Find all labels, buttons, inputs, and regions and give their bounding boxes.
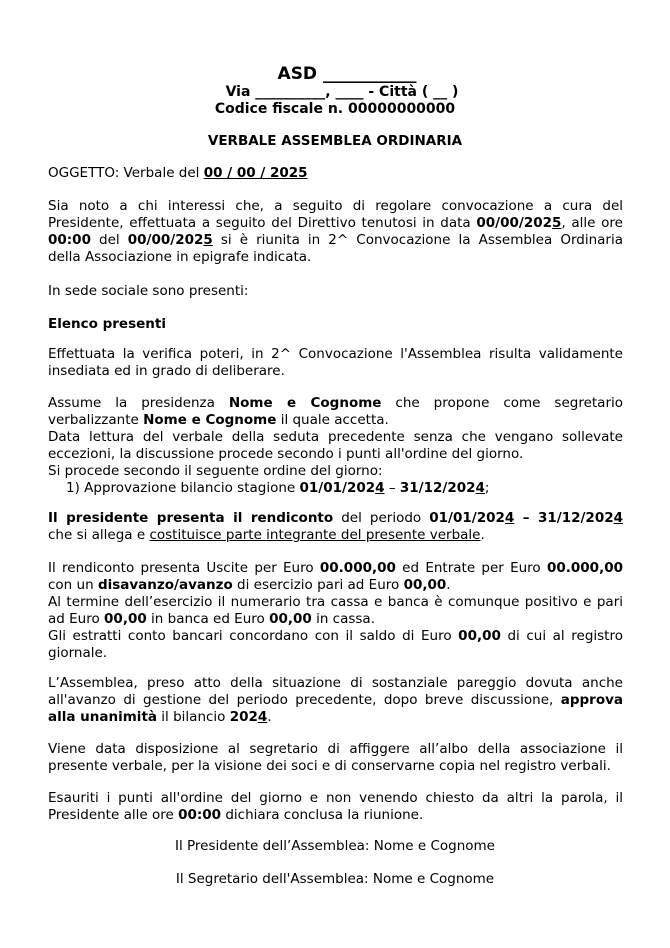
year-value: 202 [229,709,258,725]
time-value: 00:00 [48,232,91,248]
text-span: . [267,709,272,725]
text-span: con un [48,577,98,593]
text-line: Effettuata la verifica poteri, in 2^ Convocazione l'Assemblea risulta validamente [48,346,623,362]
text-line: Viene data disposizione al segretario di affiggere all’albo della associazione il [48,741,623,757]
text-span: Presidente alle ore [48,807,179,823]
text-span: – [384,480,400,496]
text-span: . [480,527,485,543]
amount-value: 00,00 [403,577,447,593]
text-span: di cui al registro [500,628,623,644]
text-span: dichiara conclusa la riunione. [221,807,424,823]
text-span: alla unanimità [48,709,158,725]
date-value: 5 [552,215,562,231]
text-line [48,412,623,429]
text-line: presente verbale, per la visione dei soci e di conservarne copia nel registro verbali. [48,758,611,774]
subject-date: 00 / 00 / 2025 [203,165,308,181]
text-line: eccezioni, la discussione procede secondo i punti all'ordine del giorno. [48,446,524,462]
paragraph-report [48,510,623,544]
text-span: del [90,232,128,248]
time-value: 00:00 [178,807,222,823]
amount-value: 00,00 [458,628,501,644]
text-span: Il presidente presenta il rendiconto [48,510,334,526]
text-span: . [446,577,451,593]
president-name: Nome e Cognome [228,395,382,411]
text-line [48,628,623,645]
text-span: ad Euro [48,611,105,627]
text-line: insediata ed in grado di deliberare. [48,363,285,379]
amount-value: 00,00 [269,611,312,627]
date-value: 5 [203,232,213,248]
amount-value: 00.000,00 [319,560,396,576]
date-value: 01/01/202 [429,510,505,526]
association-address: Via __________, ____ - Città ( __ ) [225,84,459,100]
text-line: Data lettura del verbale della seduta precedente senza che vengano sollevate [48,429,623,445]
text-line [48,807,623,824]
text-span: verbalizzante [48,412,144,428]
year-value: 4 [257,709,268,725]
text-span: si è riunita in 2^ Convocazione la Assemblea Ordinaria [212,232,623,248]
paragraph-approval [48,675,623,726]
paragraph-financials [48,560,623,662]
text-line: Si procede secondo il seguente ordine del giorno: [48,463,383,479]
text-span: che propone come segretario [381,395,623,411]
text-line [48,577,623,594]
secretary-name: Nome e Cognome [143,412,277,428]
text-span: Il rendiconto presenta Uscite per Euro [48,560,320,576]
text-line: Esauriti i punti all'ordine del giorno e non venendo chiesto da altri la parola, il [48,790,623,806]
text-line: giornale. [48,645,108,661]
date-value: 00/00/202 [476,215,553,231]
text-span: in banca ed Euro [146,611,270,627]
subject-label: OGGETTO: Verbale del [48,165,204,181]
paragraph-posting [48,741,623,775]
text-span: il bilancio [157,709,230,725]
text-span: all'avanzo di gestione del periodo precedente, dopo breve discussione, [48,692,561,708]
text-span: Presidente, effettuata a seguito del Direttivo tenutosi in data [48,215,477,231]
text-line [48,395,623,412]
document-title: VERBALE ASSEMBLEA ORDINARIA [207,133,463,149]
text-span: Assume la presidenza [48,395,229,411]
text-span: ed Entrate per Euro [395,560,547,576]
subject-line [48,165,623,182]
text-line: L’Assemblea, preso atto della situazione di sostanziale pareggio dovuta anche [48,675,623,691]
paragraph-presidency [48,395,623,497]
amount-value: 00.000,00 [546,560,623,576]
text-line [48,510,623,527]
text-span: che si allega e [48,527,150,543]
fiscal-code: Codice fiscale n. 00000000000 [214,101,456,117]
text-span: costituisce parte integrante del presente verbale [149,527,481,543]
agenda-item-number: 1) [66,480,80,496]
association-name: ASD ___________ [277,64,417,84]
text-span: il quale accetta. [276,412,389,428]
date-value: – 31/12/202 [514,510,614,526]
date-value: 31/12/202 [399,480,476,496]
amount-value: 00,00 [104,611,147,627]
text-span: di esercizio pari ad Euro [232,577,404,593]
text-line: della Associazione in epigrafe indicata. [48,249,312,265]
text-line [48,215,623,232]
text-span: Gli estratti conto bancari concordano con il saldo di Euro [48,628,459,644]
text-line [48,611,623,628]
date-value: 00/00/202 [127,232,204,248]
agenda-item [48,480,623,497]
text-line: Sia noto a chi interessi che, a seguito di regolare convocazione a cura del [48,198,623,214]
attendees-heading: Elenco presenti [48,316,166,332]
text-span: , alle ore [561,215,623,231]
text-line [48,527,623,544]
date-value: 4 [375,480,385,496]
paragraph-present: In sede sociale sono presenti: [48,283,249,299]
text-span: in cassa. [311,611,375,627]
text-line: Al termine dell’esercizio il numerario tra cassa e banca è comunque positivo e pari [48,594,623,610]
date-value: 01/01/202 [299,480,376,496]
paragraph-closing [48,790,623,824]
paragraph-verification [48,346,623,380]
text-span: approva [560,692,623,708]
text-line [48,692,623,709]
date-value: 4 [475,480,485,496]
date-value: 4 [613,510,623,526]
president-signature-line: Il Presidente dell’Assemblea: Nome e Cognome [175,838,495,854]
text-line [48,709,623,726]
paragraph-convocation [48,198,623,266]
date-value: 4 [504,510,515,526]
text-span: disavanzo/avanzo [97,577,233,593]
secretary-signature-line: Il Segretario dell'Assemblea: Nome e Cognome [175,871,495,887]
text-span: del periodo [333,510,430,526]
text-span: ; [484,480,490,496]
agenda-item-text: Approvazione bilancio stagione [84,480,300,496]
text-line [48,560,623,577]
text-line [48,232,623,249]
